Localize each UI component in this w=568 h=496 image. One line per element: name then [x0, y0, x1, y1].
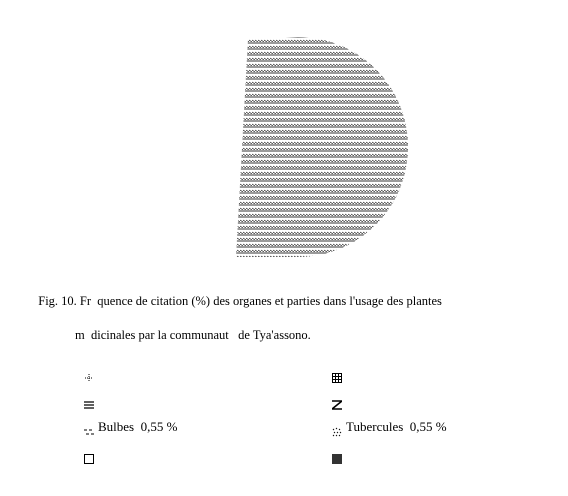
caption-line-2: m dicinales par la communaut de Tya'assono.: [75, 328, 311, 342]
legend-item-bulbes: [84, 419, 177, 435]
legend-swatch-solid-box-icon: [332, 422, 342, 432]
legend-item-1: [84, 338, 98, 354]
legend-swatch-dashes-icon: [84, 395, 94, 405]
legend-label-bulbes: Bulbes 0,55 %: [98, 419, 178, 434]
legend-item-2: [332, 338, 346, 354]
caption-line-1: Fig. 10. Fr quence de citation (%) des organes et parties dans l'usage des plantes: [38, 294, 442, 308]
legend-label-tubercules: Tubercules 0,55 %: [346, 419, 447, 434]
legend-swatch-diagonal-z-icon: [332, 368, 342, 378]
legend-swatch-grid-icon: [332, 341, 342, 351]
legend-item-tubercules: [332, 419, 447, 435]
legend-swatch-horizontal-lines-icon: [84, 368, 94, 378]
legend-swatch-speckle-icon: [332, 395, 342, 405]
legend-item-4: [332, 365, 346, 381]
legend-swatch-empty-box-icon: [84, 422, 94, 432]
pie-slice-visible: [236, 37, 408, 257]
legend-item-5: [84, 392, 98, 408]
legend-swatch-dotted-plus-icon: [84, 341, 94, 351]
legend-item-3: [84, 365, 98, 381]
legend-item-6: [332, 392, 346, 408]
